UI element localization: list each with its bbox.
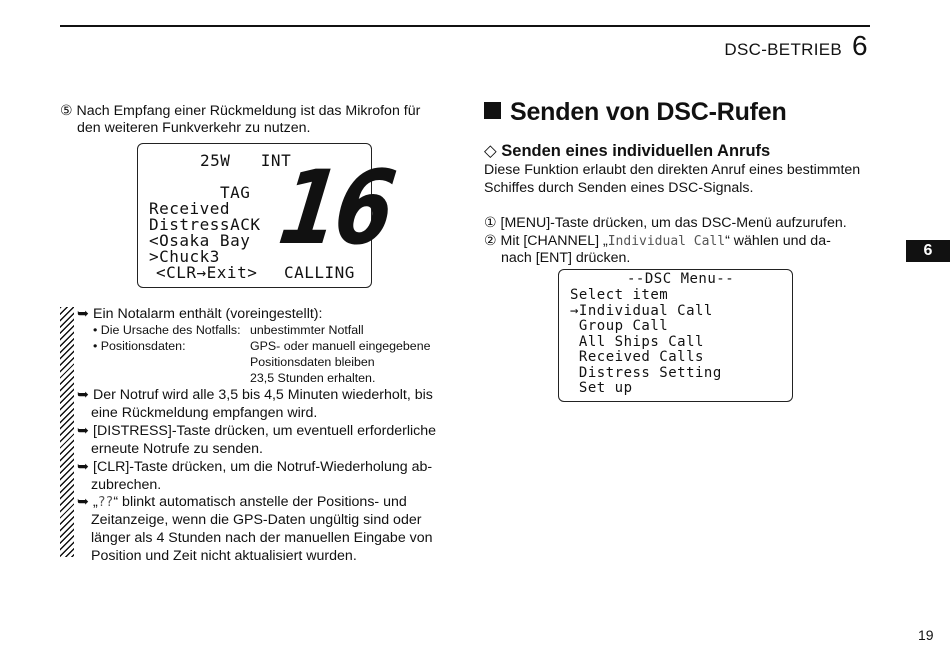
chapter-tab: 6 [906,240,950,262]
step-1-text: [MENU]-Taste drücken, um das DSC-Menü aufzurufen. [500,215,847,231]
menu-title: --DSC Menu-- [627,271,735,287]
intro-line2: Schiffes durch Senden eines DSC-Signals. [484,180,754,196]
note-2-line1: Der Notruf wird alle 3,5 bis 4,5 Minuten wiederholt, bis [93,387,433,403]
note-5-line1: “ blinkt automatisch anstelle der Positions- und [113,494,407,510]
note-1-cont1: Positionsdaten bleiben [250,355,375,369]
note-4 [77,458,432,476]
step-2-code: Individual Call [607,234,726,249]
step-2-line2: nach [ENT] drücken. [501,250,631,266]
note-4-line1: [CLR]-Taste drücken, um die Notruf-Wiederholung ab- [93,459,433,475]
step-5-line2: den weiteren Funkverkehr zu nutzen. [77,120,311,136]
step-5-marker: ⑤ [60,102,73,118]
radio-display [137,143,400,288]
step-1 [484,213,847,232]
note-5-line2: Zeitanzeige, wenn die GPS-Daten ungültig sind oder [91,512,422,528]
display-vessel: >Chuck3 [149,247,220,266]
sub-heading: ◇ Senden eines individuellen Anrufs [484,142,771,160]
dsc-menu-display [558,269,793,402]
step-1-marker: ① [484,214,497,230]
square-bullet-icon [484,102,501,119]
note-1-cont2: 23,5 Stunden erhalten. [250,371,376,385]
menu-item-distress-setting: Distress Setting [570,365,722,381]
chapter-title: DSC-BETRIEB [724,40,842,59]
chapter-number: 6 [852,30,868,61]
note-hatch-bar [60,307,74,557]
note-3-line2: erneute Notrufe zu senden. [91,441,263,457]
note-1-item-cause-value: unbestimmter Notfall [250,323,364,337]
note-1 [77,305,322,323]
menu-item-individual-call: →Individual Call [570,303,713,319]
display-distress-ack: DistressACK [149,215,261,234]
section-heading [484,98,787,127]
note-arrow-icon: ➥ [77,306,89,322]
menu-item-received-calls: Received Calls [570,349,704,365]
note-2-line2: eine Rückmeldung empfangen wird. [91,405,318,421]
top-rule [60,25,870,27]
note-arrow-icon: ➥ [77,387,89,403]
note-3 [77,422,436,440]
intro-line1: Diese Funktion erlaubt den direkten Anruf eines bestimmten [484,162,861,178]
display-exit: <CLR→Exit> [156,263,258,282]
note-1-item-cause-label: • Die Ursache des Notfalls: [93,323,241,337]
note-5-line4: Position und Zeit nicht aktualisiert wurden. [91,548,357,564]
display-tag: TAG [220,183,251,202]
display-power-row: 25W INT [200,151,292,170]
note-1-item-position-label: • Positionsdaten: [93,339,186,353]
display-received: Received [149,199,231,218]
step-2-pre: Mit [CHANNEL] „ [500,233,608,249]
note-arrow-icon: ➥ [77,423,89,439]
menu-subtitle: Select item [570,287,669,303]
display-channel-number: 16 [272,149,400,268]
note-5-code: ?? [97,495,114,510]
menu-item-all-ships-call: All Ships Call [570,334,704,350]
step-2-marker: ② [484,232,497,248]
menu-item-set-up: Set up [570,380,633,396]
note-1-text: Ein Notalarm enthält (voreingestellt): [93,306,323,322]
note-5-quote-open: „ [93,494,98,510]
note-arrow-icon: ➥ [77,459,89,475]
display-calling: CALLING [284,263,355,282]
note-arrow-icon: ➥ [77,494,89,510]
note-3-line1: [DISTRESS]-Taste drücken, um eventuell erforderliche [93,423,437,439]
step-5 [60,101,420,120]
step-5-line1: Nach Empfang einer Rückmeldung ist das Mikrofon für [76,103,421,119]
menu-item-group-call: Group Call [570,318,669,334]
display-location: <Osaka Bay [149,231,251,250]
note-2 [77,386,433,404]
note-1-item-position-value: GPS- oder manuell eingegebene [250,339,431,353]
page-number: 19 [918,627,934,643]
note-5-line3: länger als 4 Stunden nach der manuellen Eingabe von [91,530,433,546]
step-2 [484,231,831,251]
note-4-line2: zubrechen. [91,477,162,493]
note-5 [77,493,407,512]
step-2-post: “ wählen und da- [725,233,831,249]
section-heading-text: Senden von DSC-Rufen [510,98,787,126]
